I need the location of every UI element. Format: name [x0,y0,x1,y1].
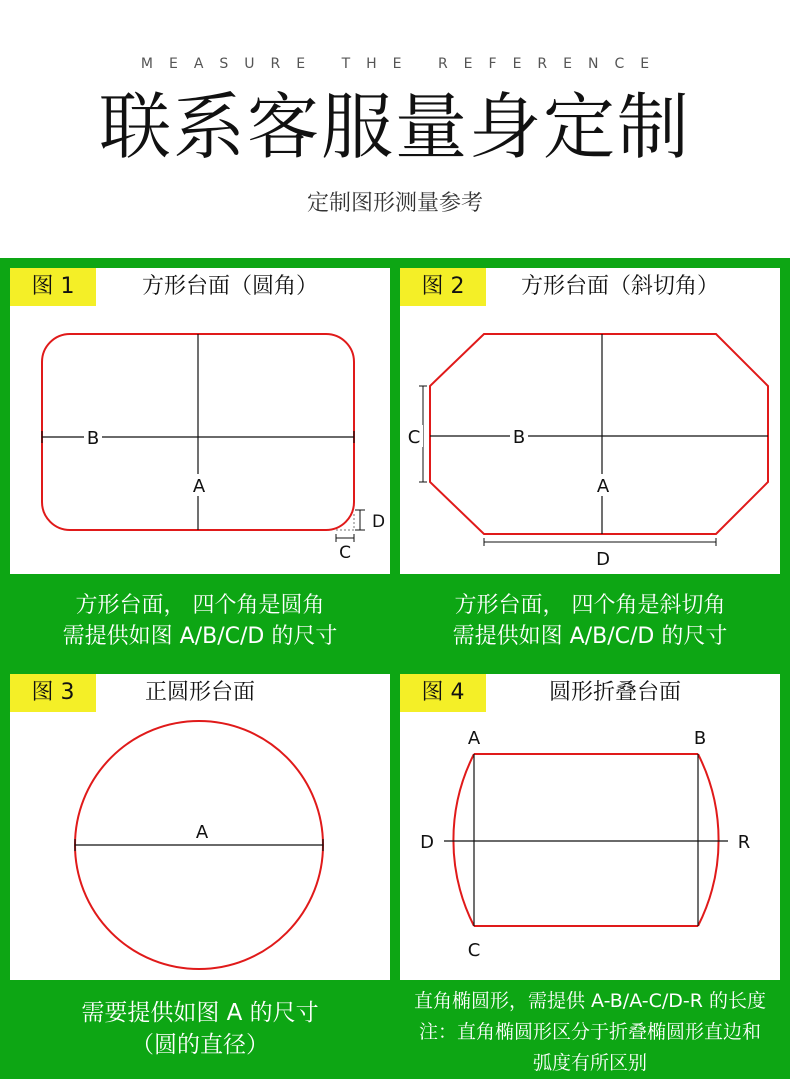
label-d: D [596,549,610,570]
label-a: A [195,822,209,843]
chamfered-outline [430,334,768,534]
label-b: B [512,427,526,448]
circle-diagram [10,674,390,980]
right-arc [698,754,719,926]
figure-tag: 图 1 [10,268,96,306]
chamfered-square-diagram [400,268,780,574]
caption-line: 方形台面， 四个角是斜切角 [454,593,726,618]
label-d: D [420,832,434,853]
label-c: C [339,543,351,563]
panel-title: 圆形折叠台面 [548,680,681,705]
figure-tag: 图 3 [10,674,96,712]
panel-rounded-square [10,268,390,574]
left-arc [453,754,474,926]
page-subtitle: 定制图形测量参考 [306,191,483,216]
panel-folding-round [400,674,780,980]
caption-line: 直角椭圆形，需提供 A-B/A-C/D-R 的长度 [413,990,767,1012]
caption-line: 需提供如图 A/B/C/D 的尺寸 [62,624,338,649]
caption-line: 弧度有所区别 [532,1052,647,1074]
label-a: A [467,728,481,749]
figure-tag: 图 2 [400,268,486,306]
label-a: A [192,476,206,497]
folding-round-diagram [400,674,780,980]
label-a: A [596,476,610,497]
caption-panel-2 [400,590,780,652]
caption-panel-4 [392,986,788,1079]
label-b: B [693,728,707,749]
caption-line: 注：直角椭圆形区分于折叠椭圆形直边和 [418,1021,761,1043]
caption-line: 需提供如图 A/B/C/D 的尺寸 [452,624,728,649]
rounded-square-diagram [10,268,390,574]
label-c: C [467,940,481,961]
label-c: C [407,427,421,448]
caption-line: 方形台面， 四个角是圆角 [75,593,325,618]
caption-panel-3 [10,997,390,1061]
panel-title: 正圆形台面 [144,680,255,705]
caption-panel-1 [10,590,390,652]
panel-title: 方形台面（圆角） [141,274,318,299]
label-b: B [86,428,100,449]
panel-title: 方形台面（斜切角） [520,274,719,299]
eyebrow-text: MEASURE THE REFERENCE [140,56,666,72]
caption-line: （圆的直径） [131,1032,269,1058]
panel-circle [10,674,390,980]
panel-chamfered-square [400,268,780,574]
label-d: D [372,512,386,532]
page-title: 联系客服量身定制 [98,85,691,169]
header [0,0,790,258]
caption-line: 需要提供如图 A 的尺寸 [81,1000,319,1026]
label-r: R [737,832,751,853]
figure-tag: 图 4 [400,674,486,712]
